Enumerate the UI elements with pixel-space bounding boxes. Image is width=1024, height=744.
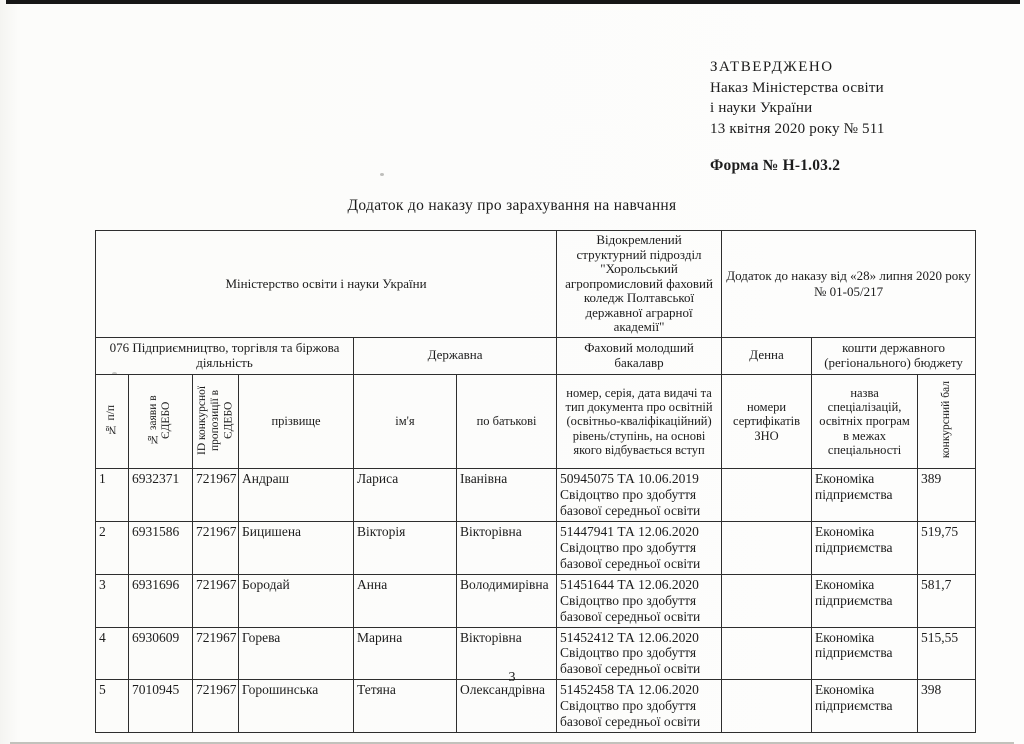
document-type: Свідоцтво про здобуття базової середньої освіти <box>560 698 701 730</box>
row-number-cell: 1 <box>96 469 129 522</box>
program-cell: Економіка підприємства <box>812 627 918 680</box>
col-header-num <box>96 374 129 468</box>
name-cell: Вікторія <box>354 521 457 574</box>
document-type: Свідоцтво про здобуття базової середньої освіти <box>560 487 701 519</box>
row-number-cell: 2 <box>96 521 129 574</box>
document-type: Свідоцтво про здобуття базової середньої освіти <box>560 645 701 677</box>
col-header-score-label: конкурсний бал <box>939 381 952 459</box>
patronymic-cell: Іванівна <box>457 469 557 522</box>
proposal-id-cell: 721967 <box>193 574 239 627</box>
document-type: Свідоцтво про здобуття базової середньої освіти <box>560 539 701 571</box>
row-number-cell: 5 <box>96 680 129 733</box>
surname-cell: Бицишена <box>239 521 354 574</box>
approval-line: 13 квітня 2020 року № 511 <box>710 121 885 138</box>
application-id-cell: 6932371 <box>129 469 193 522</box>
approval-line: Наказ Міністерства освіти <box>710 79 884 96</box>
surname-cell: Горошинська <box>239 680 354 733</box>
document-type: Свідоцтво про здобуття базової середньої освіти <box>560 592 701 624</box>
table-column-headers <box>96 374 976 468</box>
table-body <box>96 469 976 733</box>
page-number: 3 <box>508 670 516 685</box>
col-header-proposal-id <box>193 374 239 468</box>
application-id-cell: 7010945 <box>129 680 193 733</box>
institution-cell: Відокремлений структурний підрозділ "Хорольський агропромисловий фаховий коледж Полтавської державної аграрної академії" <box>557 231 722 338</box>
document-id: 51452458 ТА 12.06.2020 <box>560 682 699 698</box>
table-row <box>96 521 976 574</box>
row-number-cell: 3 <box>96 574 129 627</box>
document-cell <box>557 469 722 522</box>
score-cell: 581,7 <box>918 574 976 627</box>
score-cell: 389 <box>918 469 976 522</box>
enrollment-table <box>95 230 976 733</box>
order-reference-line: Додаток до наказу від «28» липня 2020 року <box>726 267 971 283</box>
application-id-cell: 6931696 <box>129 574 193 627</box>
name-cell: Анна <box>354 574 457 627</box>
col-header-proposal-id-label: ID конкурсної пропозиції в ЄДЕБО <box>196 385 235 455</box>
zno-cell <box>722 469 812 522</box>
col-header-document: номер, серія, дата видачі та тип документа про освітній (освітньо-кваліфікаційний) рівень/ступінь, на основі якого відбувається вступ <box>557 374 722 468</box>
scan-speck <box>380 173 384 176</box>
proposal-id-cell: 721967 <box>193 521 239 574</box>
col-header-patronymic: по батькові <box>457 374 557 468</box>
document-title: Додаток до наказу про зарахування на навчання <box>347 197 677 214</box>
name-cell: Тетяна <box>354 680 457 733</box>
col-header-program: назва спеціалізацій, освітніх програм в межах спеціальності <box>812 374 918 468</box>
patronymic-cell: Вікторівна <box>457 627 557 680</box>
document-cell <box>557 521 722 574</box>
col-header-application-id <box>129 374 193 468</box>
funding-cell: Державна <box>354 337 557 374</box>
name-cell: Лариса <box>354 469 457 522</box>
approval-block <box>710 57 885 176</box>
proposal-id-cell: 721967 <box>193 627 239 680</box>
score-cell: 515,55 <box>918 627 976 680</box>
col-header-application-id-label: № заяви в ЄДЕБО <box>147 394 173 445</box>
name-cell: Марина <box>354 627 457 680</box>
order-number-line: № 01-05/217 <box>814 283 884 299</box>
zno-cell <box>722 574 812 627</box>
zno-cell <box>722 680 812 733</box>
score-cell: 519,75 <box>918 521 976 574</box>
scan-edge-line <box>6 0 1020 4</box>
proposal-id-cell: 721967 <box>193 680 239 733</box>
table-row <box>96 680 976 733</box>
ministry-cell: Міністерство освіти і науки України <box>96 231 557 338</box>
surname-cell: Андраш <box>239 469 354 522</box>
col-header-name: ім'я <box>354 374 457 468</box>
patronymic-cell: Вікторівна <box>457 521 557 574</box>
table-row <box>96 574 976 627</box>
zno-cell <box>722 521 812 574</box>
surname-cell: Бородай <box>239 574 354 627</box>
program-cell: Економіка підприємства <box>812 469 918 522</box>
col-header-score <box>918 374 976 468</box>
table-info-row-2 <box>96 337 976 374</box>
program-cell: Економіка підприємства <box>812 574 918 627</box>
order-reference-cell <box>722 231 976 338</box>
study-form-cell: Денна <box>722 337 812 374</box>
col-header-zno: номери сертифікатів ЗНО <box>722 374 812 468</box>
table-row <box>96 469 976 522</box>
document-id: 51451644 ТА 12.06.2020 <box>560 576 699 592</box>
approval-line: ЗАТВЕРДЖЕНО <box>710 59 834 75</box>
proposal-id-cell: 721967 <box>193 469 239 522</box>
col-header-num-label: № п/п <box>105 404 118 436</box>
document-cell <box>557 574 722 627</box>
patronymic-cell: Олександрівна <box>457 680 557 733</box>
form-number: Форма № Н-1.03.2 <box>710 156 841 174</box>
program-cell: Економіка підприємства <box>812 521 918 574</box>
program-cell: Економіка підприємства <box>812 680 918 733</box>
specialty-cell: 076 Підприємництво, торгівля та біржова діяльність <box>96 337 354 374</box>
table-info-row-1 <box>96 231 976 338</box>
patronymic-cell: Володимирівна <box>457 574 557 627</box>
document-id: 50945075 ТА 10.06.2019 <box>560 471 699 487</box>
document-cell <box>557 680 722 733</box>
document-id: 51452412 ТА 12.06.2020 <box>560 629 699 645</box>
surname-cell: Горева <box>239 627 354 680</box>
application-id-cell: 6931586 <box>129 521 193 574</box>
col-header-surname: прізвище <box>239 374 354 468</box>
application-id-cell: 6930609 <box>129 627 193 680</box>
degree-cell: Фаховий молодший бакалавр <box>557 337 722 374</box>
row-number-cell: 4 <box>96 627 129 680</box>
approval-line: і науки України <box>710 100 813 117</box>
document-id: 51447941 ТА 12.06.2020 <box>560 523 699 539</box>
score-cell: 398 <box>918 680 976 733</box>
budget-cell: кошти державного (регіонального) бюджету <box>812 337 976 374</box>
